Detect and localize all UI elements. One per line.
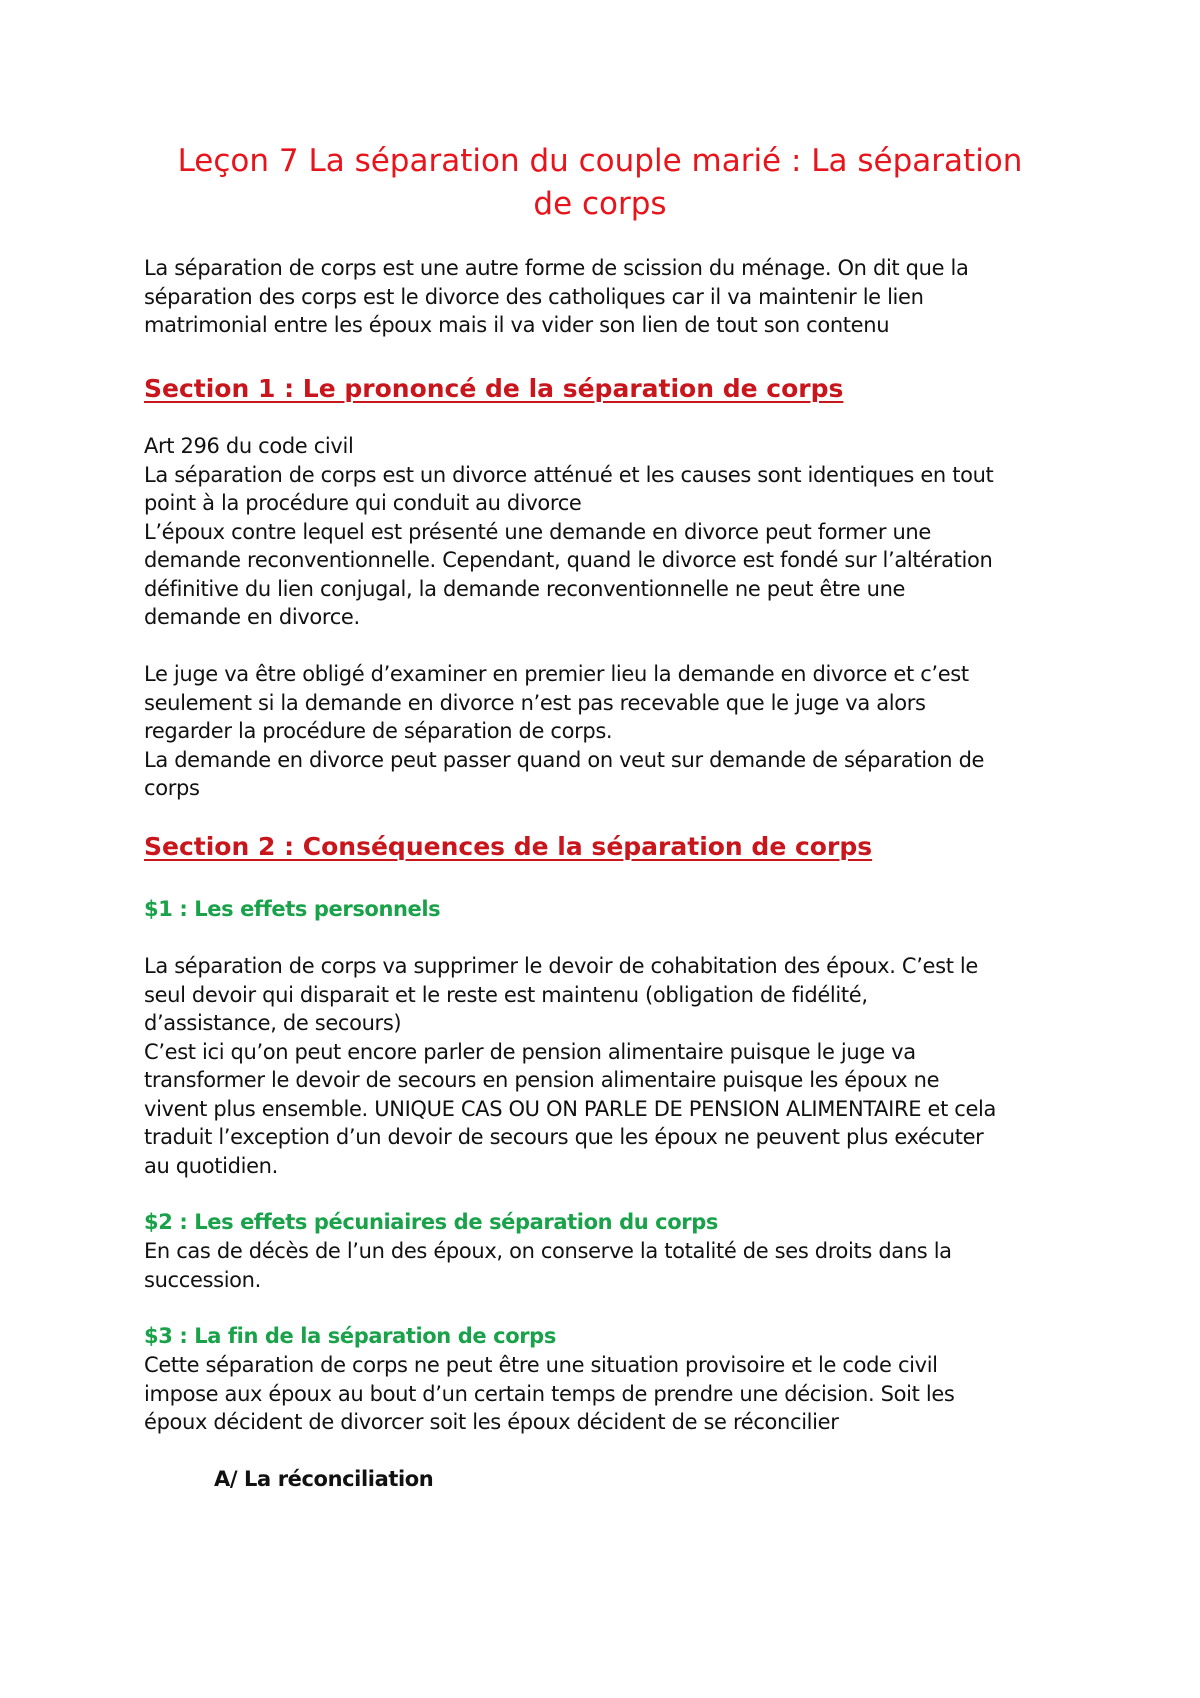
subsection-2-heading: $2 : Les effets pécuniaires de séparation du corps (144, 1210, 718, 1234)
page-title (140, 140, 1060, 226)
text-line: succession. (144, 1267, 261, 1292)
subsection-3-heading: $3 : La fin de la séparation de corps (144, 1324, 556, 1348)
text-line: définitive du lien conjugal, la demande reconventionnelle ne peut être une (144, 576, 906, 601)
text-line: Le juge va être obligé d’examiner en premier lieu la demande en divorce et c’est (144, 662, 969, 686)
text-line: Cette séparation de corps ne peut être une situation provisoire et le code civil (144, 1353, 938, 1377)
text-line: Art 296 du code civil (144, 434, 354, 458)
text-line: d’assistance, de secours) (144, 1011, 402, 1035)
text-line: époux décident de divorcer soit les époux décident de se réconcilier (144, 1410, 839, 1434)
subsection-3-paragraph (144, 1351, 1074, 1437)
text-line: L’époux contre lequel est présenté une demande en divorce peut former une (144, 519, 931, 544)
section-1-heading: Section 1 : Le prononcé de la séparation de corps (144, 374, 844, 403)
text-line: demande reconventionnelle. Cependant, quand le divorce est fondé sur l’altération (144, 548, 993, 572)
title-line-1: Leçon 7 La séparation du couple marié : La séparation (177, 143, 1023, 179)
text-line: matrimonial entre les époux mais il va vider son lien de tout son contenu (144, 313, 890, 337)
text-line: seulement si la demande en divorce n’est pas recevable que le juge va alors (144, 690, 926, 715)
section-1-paragraph-1 (144, 432, 1074, 632)
text-line: vivent plus ensemble. UNIQUE CAS OU ON PARLE DE PENSION ALIMENTAIRE et cela (144, 1096, 997, 1121)
text-line: transformer le devoir de secours en pension alimentaire puisque les époux ne (144, 1068, 940, 1092)
text-line: demande en divorce. (144, 605, 360, 629)
text-line: point à la procédure qui conduit au divorce (144, 491, 582, 515)
text-line: seul devoir qui disparait et le reste est maintenu (obligation de fidélité, (144, 982, 868, 1007)
intro-paragraph (144, 254, 1074, 340)
title-line-2: de corps (533, 186, 667, 222)
text-line: traduit l’exception d’un devoir de secours que les époux ne peuvent plus exécuter (144, 1125, 984, 1149)
subsection-1-paragraph (144, 952, 1074, 1180)
subsection-2-paragraph (144, 1237, 1074, 1294)
text-line: La séparation de corps va supprimer le devoir de cohabitation des époux. C’est le (144, 954, 978, 978)
text-line: corps (144, 776, 200, 800)
text-line: au quotidien. (144, 1153, 278, 1178)
text-line: regarder la procédure de séparation de corps. (144, 719, 613, 743)
text-line: La séparation de corps est un divorce atténué et les causes sont identiques en tout (144, 462, 994, 487)
text-line: C’est ici qu’on peut encore parler de pension alimentaire puisque le juge va (144, 1039, 916, 1064)
subsection-1-heading: $1 : Les effets personnels (144, 897, 441, 921)
section-2-heading: Section 2 : Conséquences de la séparation de corps (144, 832, 873, 861)
text-line: impose aux époux au bout d’un certain temps de prendre une décision. Soit les (144, 1381, 955, 1406)
text-line: La séparation de corps est une autre forme de scission du ménage. On dit que la (144, 256, 969, 280)
reconciliation-heading: A/ La réconciliation (214, 1467, 434, 1491)
text-line: En cas de décès de l’un des époux, on conserve la totalité de ses droits dans la (144, 1239, 952, 1263)
text-line: La demande en divorce peut passer quand on veut sur demande de séparation de (144, 747, 985, 772)
text-line: séparation des corps est le divorce des catholiques car il va maintenir le lien (144, 284, 924, 309)
section-1-paragraph-2 (144, 660, 1074, 803)
